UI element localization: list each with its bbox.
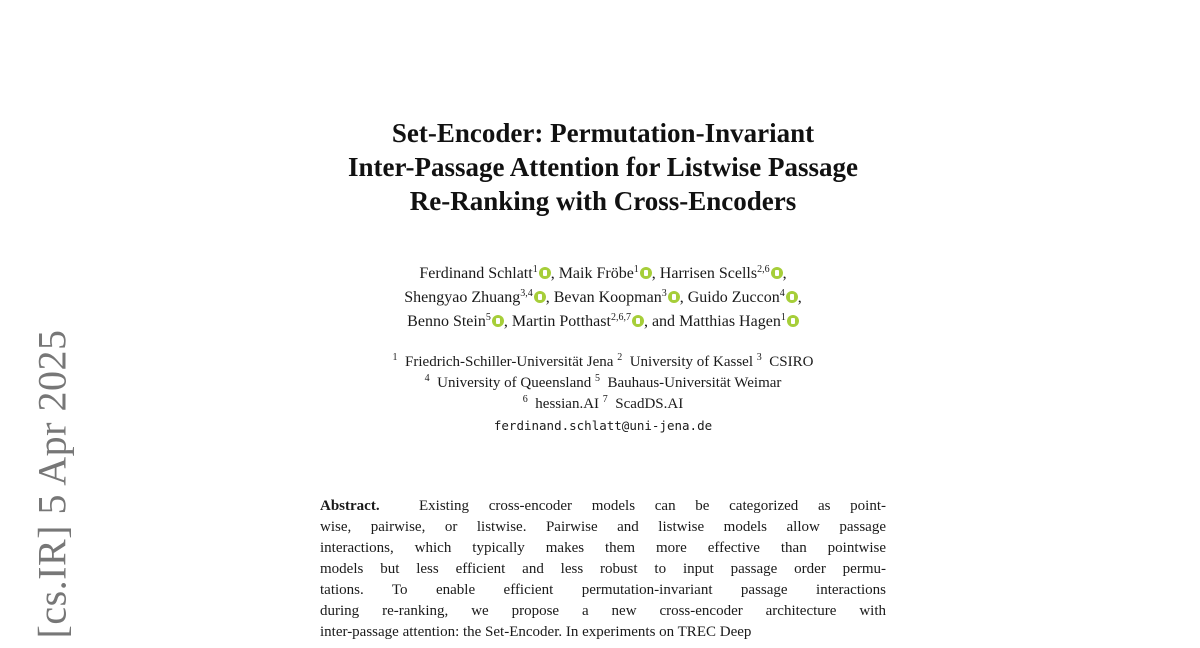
title-line: Inter-Passage Attention for Listwise Passage	[348, 152, 858, 182]
author-affiliation: 4	[779, 288, 785, 299]
author-affiliation: 1	[532, 264, 538, 275]
affiliation-number: 7	[602, 394, 608, 405]
author-list	[0, 262, 1200, 334]
author-affiliation: 1	[780, 312, 786, 323]
abstract-line: tations. To enable efficient permutation-invariant passage interactions	[320, 582, 886, 598]
arxiv-stamp: [cs.IR] 5 Apr 2025	[29, 329, 75, 639]
author-name: Maik Fröbe	[558, 265, 634, 282]
abstract-heading: Abstract.	[320, 498, 380, 514]
author-line	[0, 262, 1200, 286]
author-affiliation: 5	[485, 312, 491, 323]
affiliation: University of Kassel	[629, 354, 753, 370]
orcid-icon[interactable]	[640, 267, 652, 279]
orcid-icon[interactable]	[539, 267, 551, 279]
author-separator: ,	[651, 265, 660, 282]
affiliation-line	[0, 373, 1200, 394]
author-name: Guido Zuccon	[687, 289, 780, 306]
author-name: Shengyao Zhuang	[404, 289, 521, 306]
title-line: Set-Encoder: Permutation-Invariant	[391, 118, 815, 148]
title-line: Re-Ranking with Cross-Encoders	[409, 186, 797, 216]
author-separator: , and	[643, 313, 680, 330]
author-affiliation: 3	[661, 288, 667, 299]
orcid-icon[interactable]	[787, 315, 799, 327]
abstract-line: interactions, which typically makes them more effective than pointwise	[320, 540, 886, 556]
author-affiliation: 3,4	[520, 288, 533, 299]
author-line	[0, 286, 1200, 310]
author-line	[0, 310, 1200, 334]
contact-email[interactable]: ferdinand.schlatt@uni-jena.de	[493, 418, 713, 433]
abstract-text: Existing cross-encoder models can be categorized as point-	[419, 498, 886, 514]
affiliation-number: 1	[392, 352, 398, 363]
affiliation-number: 2	[617, 352, 623, 363]
abstract-line: models but less efficient and less robust to input passage order permu-	[320, 561, 886, 577]
author-name: Martin Potthast	[511, 313, 611, 330]
author-name: Bevan Koopman	[553, 289, 662, 306]
abstract-line: wise, pairwise, or listwise. Pairwise and listwise models allow passage	[320, 519, 886, 535]
author-separator: ,	[545, 289, 554, 306]
affiliation-line	[0, 352, 1200, 373]
author-affiliation: 2,6,7	[610, 312, 631, 323]
author-name: Harrisen Scells	[659, 265, 758, 282]
affiliation: Bauhaus-Universität Weimar	[607, 375, 782, 391]
author-separator: ,	[679, 289, 688, 306]
author-name: Matthias Hagen	[679, 313, 781, 330]
affiliation-number: 6	[522, 394, 528, 405]
author-name: Ferdinand Schlatt	[419, 265, 533, 282]
author-separator: ,	[503, 313, 512, 330]
affiliation-number: 4	[424, 373, 430, 384]
paper-title	[0, 116, 1200, 218]
orcid-icon[interactable]	[492, 315, 504, 327]
orcid-icon[interactable]	[632, 315, 644, 327]
abstract	[320, 496, 886, 643]
orcid-icon[interactable]	[771, 267, 783, 279]
affiliations	[0, 352, 1200, 436]
author-name: Benno Stein	[407, 313, 486, 330]
orcid-icon[interactable]	[786, 291, 798, 303]
affiliation: CSIRO	[769, 354, 814, 370]
affiliation-number: 3	[756, 352, 762, 363]
affiliation: hessian.AI	[535, 396, 600, 412]
author-affiliation: 2,6	[757, 264, 770, 275]
orcid-icon[interactable]	[534, 291, 546, 303]
affiliation-number: 5	[595, 373, 600, 384]
abstract-line: inter-passage attention: the Set-Encoder. In experiments on TREC Deep	[320, 624, 752, 640]
affiliation-line	[0, 394, 1200, 415]
author-separator: ,	[797, 289, 802, 306]
author-separator: ,	[550, 265, 559, 282]
affiliation: ScadDS.AI	[615, 396, 684, 412]
abstract-line	[320, 496, 886, 517]
affiliation: University of Queensland	[437, 375, 592, 391]
orcid-icon[interactable]	[668, 291, 680, 303]
author-affiliation: 1	[633, 264, 639, 275]
abstract-line: during re-ranking, we propose a new cross-encoder architecture with	[320, 603, 886, 619]
affiliation: Friedrich-Schiller-Universität Jena	[405, 354, 614, 370]
author-separator: ,	[782, 265, 787, 282]
